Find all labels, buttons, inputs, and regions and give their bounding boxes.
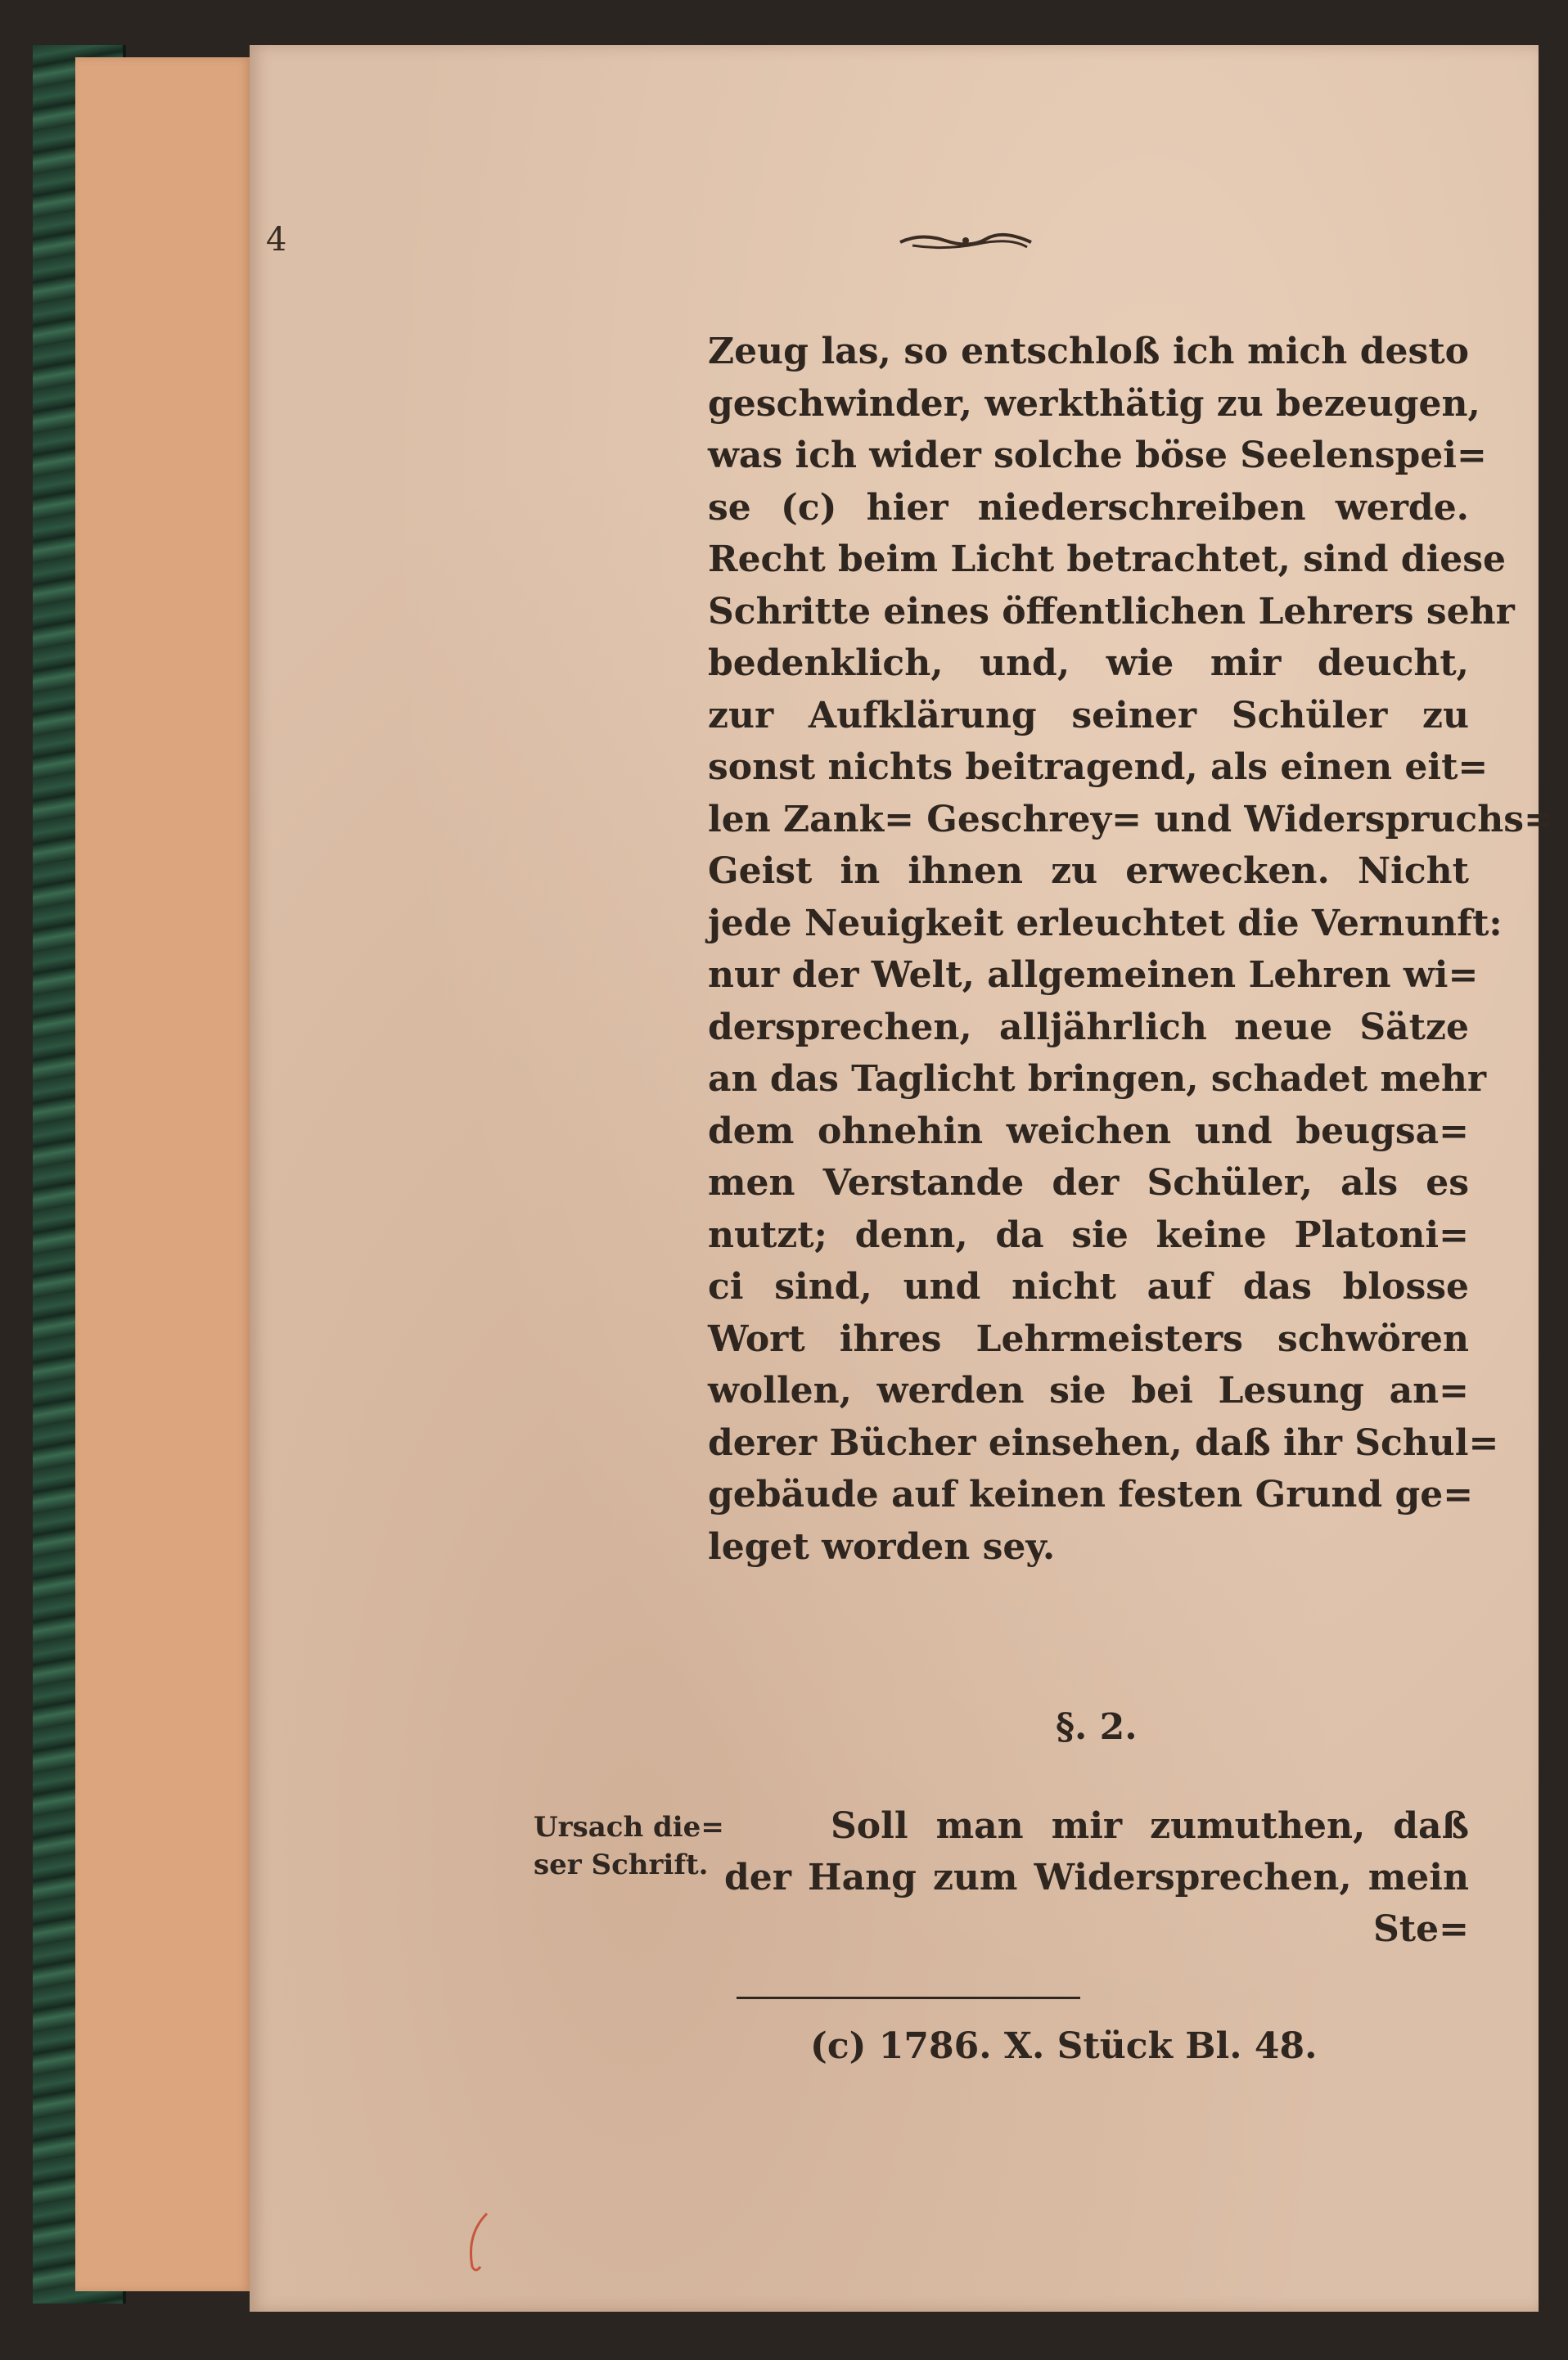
margin-note [534,1808,724,1884]
text-line: dersprechen, alljährlich neue Sätze [708,1006,1469,1048]
text-line: leget worden sey. [708,1525,1056,1568]
text-line: gebäude auf keinen festen Grund ge= [708,1474,1474,1516]
margin-note-line: ser Schrift. [534,1849,709,1881]
text-line: jede Neuigkeit erleuchtet die Vernunft: [708,902,1503,944]
text-line: Zeug las, so entschloß ich mich desto [708,331,1469,372]
text-line: Soll man mir zumuthen, daß [831,1805,1469,1847]
page-number: 4 [266,221,287,259]
text-line: ci sind, und nicht auf das blosse [708,1266,1469,1308]
text-line: bedenklich, und, wie mir deucht, [708,642,1469,684]
text-line: Wort ihres Lehrmeisters schwören [708,1317,1469,1360]
text-line: Geist in ihnen zu erwecken. Nicht [708,850,1469,892]
text-line: zur Aufklärung seiner Schüler zu [708,694,1469,736]
binding-strip [75,57,251,2291]
text-line: der Hang zum Widersprechen, mein [724,1857,1469,1898]
text-line: derer Bücher einsehen, daß ihr Schul= [708,1421,1499,1464]
text-line: was ich wider solche böse Seelenspei= [708,435,1487,476]
footnote: (c) 1786. X. Stück Bl. 48. [810,2025,1318,2067]
text-line: se (c) hier niederschreiben werde. [708,486,1469,529]
main-text-block [708,326,1554,1573]
text-line: Recht beim Licht betrachtet, sind diese [708,538,1507,580]
catchword: Ste= [1373,1908,1469,1950]
text-line: Schritte eines öffentlichen Lehrers sehr [708,590,1515,633]
margin-note-line: Ursach die= [534,1811,724,1844]
text-line: nutzt; denn, da sie keine Platoni= [708,1214,1469,1256]
text-line: sonst nichts beitragend, als einen eit= [708,746,1489,788]
section-heading: §. 2. [1056,1706,1138,1748]
section-text-block [724,1800,1469,1955]
text-line: len Zank= Geschrey= und Widerspruchs= [708,798,1554,840]
header-ornament [896,231,1035,252]
text-line: geschwinder, werkthätig zu bezeugen, [708,382,1480,425]
pencil-mark [462,2209,495,2275]
text-line: wollen, werden sie bei Lesung an= [708,1370,1469,1412]
footnote-rule [737,1997,1080,1999]
text-line: an das Taglicht bringen, schadet mehr [708,1058,1487,1100]
text-line: nur der Welt, allgemeinen Lehren wi= [708,954,1479,996]
text-line: men Verstande der Schüler, als es [708,1162,1469,1204]
text-line: dem ohnehin weichen und beugsa= [708,1110,1469,1152]
